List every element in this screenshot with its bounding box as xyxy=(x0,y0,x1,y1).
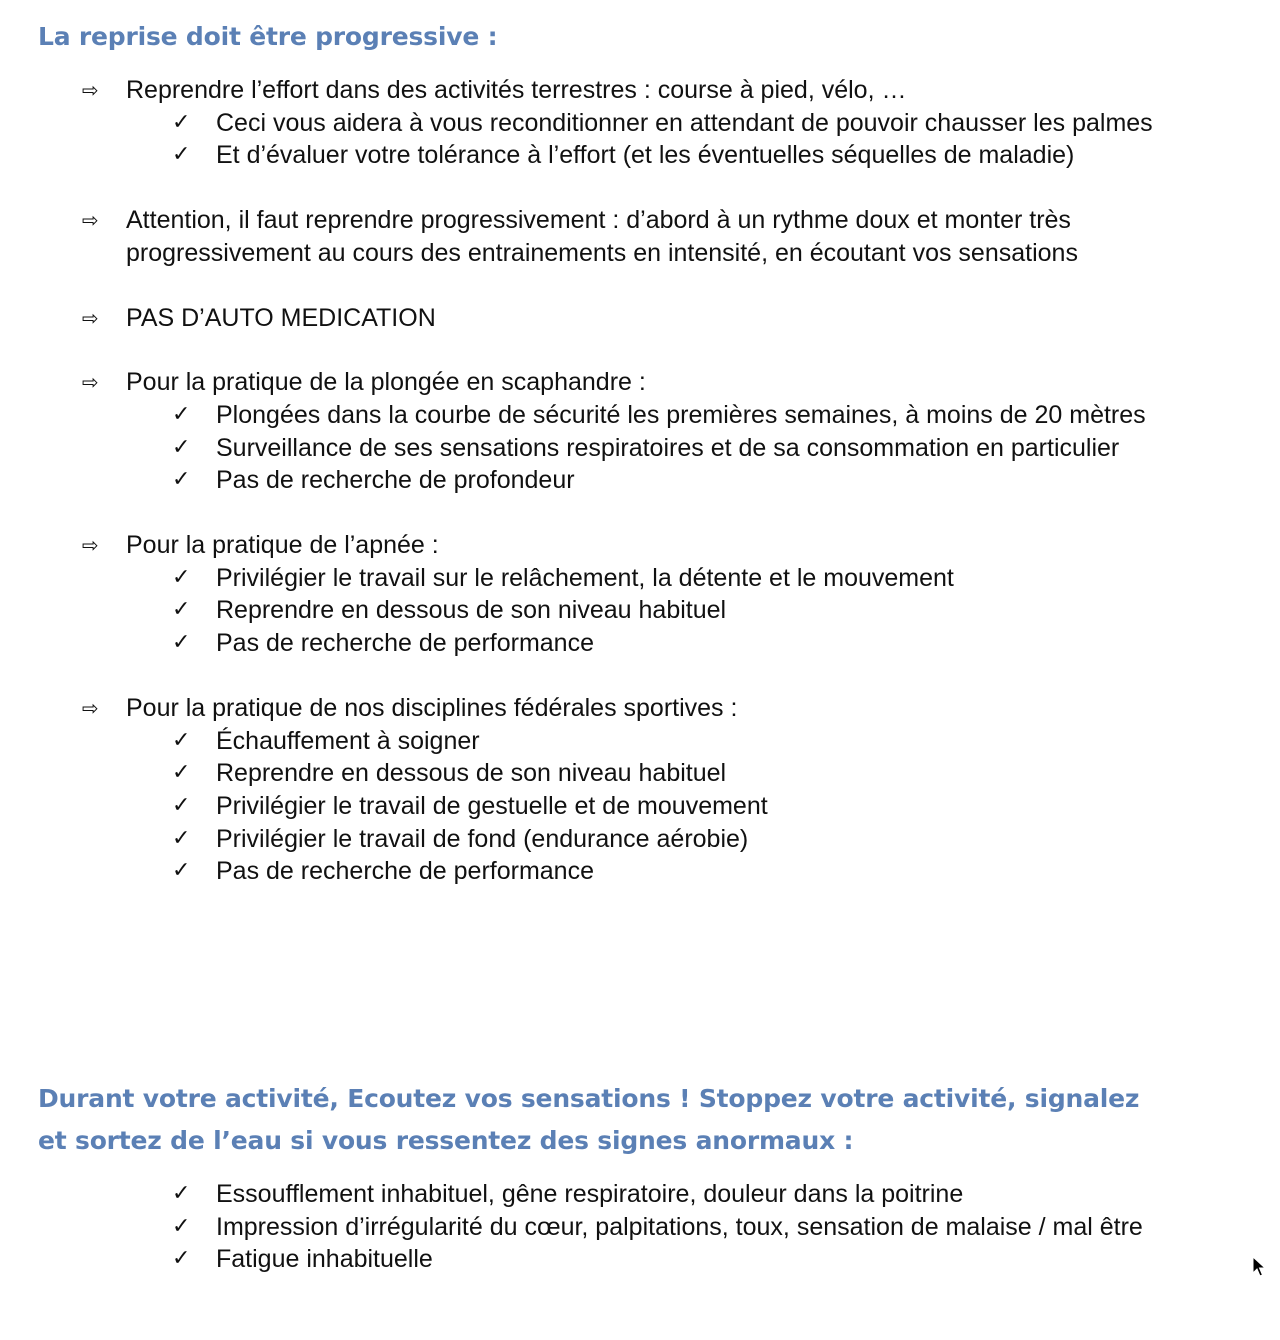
checkmark-icon: ✓ xyxy=(172,1181,191,1206)
main-list xyxy=(0,74,1280,920)
sub-item xyxy=(0,464,1156,497)
sub-item xyxy=(0,757,1156,790)
checkmark-icon: ✓ xyxy=(172,825,191,851)
checkmark-icon: ✓ xyxy=(172,1213,191,1239)
sub-item-text: Reprendre en dessous de son niveau habituel xyxy=(216,596,727,625)
list-item xyxy=(0,204,1166,269)
list-item xyxy=(0,692,1166,725)
section-5 xyxy=(0,529,1280,660)
sub-item-text: Privilégier le travail de gestuelle et de mouvement xyxy=(216,791,768,820)
sub-item xyxy=(0,790,1156,823)
sub-item xyxy=(0,562,1156,595)
sub-item xyxy=(0,823,1156,856)
sub-item xyxy=(0,432,1156,465)
arrow-right-outline-icon: ⇨ xyxy=(82,305,99,330)
sign-item xyxy=(0,1243,1156,1276)
sub-item xyxy=(0,594,1156,627)
sub-item xyxy=(0,399,1156,432)
sub-item-text: Surveillance de ses sensations respiratoires et de sa consommation en particulier xyxy=(216,433,1120,462)
section-6 xyxy=(0,692,1280,888)
arrow-right-outline-icon: ⇨ xyxy=(82,78,99,102)
arrow-right-outline-icon: ⇨ xyxy=(82,533,99,558)
sub-item xyxy=(0,139,1156,172)
sub-item-text: Pas de recherche de performance xyxy=(216,629,594,658)
sub-item xyxy=(0,627,1156,660)
sign-text: Essoufflement inhabituel, gêne respiratoire, douleur dans la poitrine xyxy=(216,1180,964,1208)
list-item xyxy=(0,366,1166,399)
sub-item-text: Et d’évaluer votre tolérance à l’effort (et les éventuelles séquelles de maladie) xyxy=(216,141,1075,170)
checkmark-icon: ✓ xyxy=(172,858,191,884)
signs-list xyxy=(0,1178,1280,1276)
checkmark-icon: ✓ xyxy=(172,597,191,623)
list-item xyxy=(0,74,1166,107)
section-3 xyxy=(0,302,1280,335)
checkmark-icon: ✓ xyxy=(172,727,191,753)
item-text: Pour la pratique de l’apnée : xyxy=(126,531,439,560)
checkmark-icon: ✓ xyxy=(172,142,191,168)
sign-text: Impression d’irrégularité du cœur, palpitations, toux, sensation de malaise / mal être xyxy=(216,1212,1143,1241)
sub-item-text: Privilégier le travail sur le relâchement, la détente et le mouvement xyxy=(216,563,954,592)
checkmark-icon: ✓ xyxy=(172,1246,191,1272)
arrow-right-outline-icon: ⇨ xyxy=(82,208,99,233)
sign-text: Fatigue inhabituelle xyxy=(216,1245,433,1274)
sub-item xyxy=(0,725,1156,758)
checkmark-icon: ✓ xyxy=(172,792,191,818)
item-text: PAS D’AUTO MEDICATION xyxy=(126,303,436,332)
checkmark-icon: ✓ xyxy=(172,109,191,135)
sign-item xyxy=(0,1178,1156,1211)
section-1 xyxy=(0,74,1280,172)
sub-item-text: Ceci vous aidera à vous reconditionner en attendant de pouvoir chausser les palmes xyxy=(216,108,1153,137)
checkmark-icon: ✓ xyxy=(172,401,191,427)
sub-item-text: Pas de recherche de performance xyxy=(216,857,594,886)
list-item xyxy=(0,529,1166,562)
item-text: Reprendre l’effort dans des activités terrestres : course à pied, vélo, … xyxy=(126,76,907,104)
item-text: Pour la pratique de nos disciplines fédérales sportives : xyxy=(126,693,738,722)
section-2 xyxy=(0,204,1280,269)
sub-item xyxy=(0,107,1156,140)
list-item xyxy=(0,302,1166,335)
sub-item-text: Échauffement à soigner xyxy=(216,726,480,755)
item-text: Attention, il faut reprendre progressivement : d’abord à un rythme doux et monter très progressivement au cours des entrainements en intensité, en écoutant vos sensations xyxy=(126,206,1078,267)
sub-item xyxy=(0,855,1156,888)
heading-reprise: La reprise doit être progressive : xyxy=(38,22,498,51)
sign-item xyxy=(0,1211,1156,1244)
item-text: Pour la pratique de la plongée en scaphandre : xyxy=(126,368,646,397)
section-4 xyxy=(0,366,1280,497)
sub-item-text: Privilégier le travail de fond (endurance aérobie) xyxy=(216,824,749,853)
sub-item-text: Reprendre en dessous de son niveau habituel xyxy=(216,759,727,788)
checkmark-icon: ✓ xyxy=(172,760,191,786)
checkmark-icon: ✓ xyxy=(172,630,191,656)
arrow-right-outline-icon: ⇨ xyxy=(82,370,99,395)
mouse-pointer-icon xyxy=(1252,1256,1266,1278)
checkmark-icon: ✓ xyxy=(172,467,191,493)
sub-item-text: Plongées dans la courbe de sécurité les premières semaines, à moins de 20 mètres xyxy=(216,400,1146,429)
checkmark-icon: ✓ xyxy=(172,564,191,590)
heading-durant-activite: Durant votre activité, Ecoutez vos sensations ! Stoppez votre activité, signalez et sortez de l’eau si vous ressentez des signes anormaux : xyxy=(38,1084,1140,1155)
sub-item-text: Pas de recherche de profondeur xyxy=(216,466,575,495)
arrow-right-outline-icon: ⇨ xyxy=(82,695,99,720)
checkmark-icon: ✓ xyxy=(172,434,191,460)
